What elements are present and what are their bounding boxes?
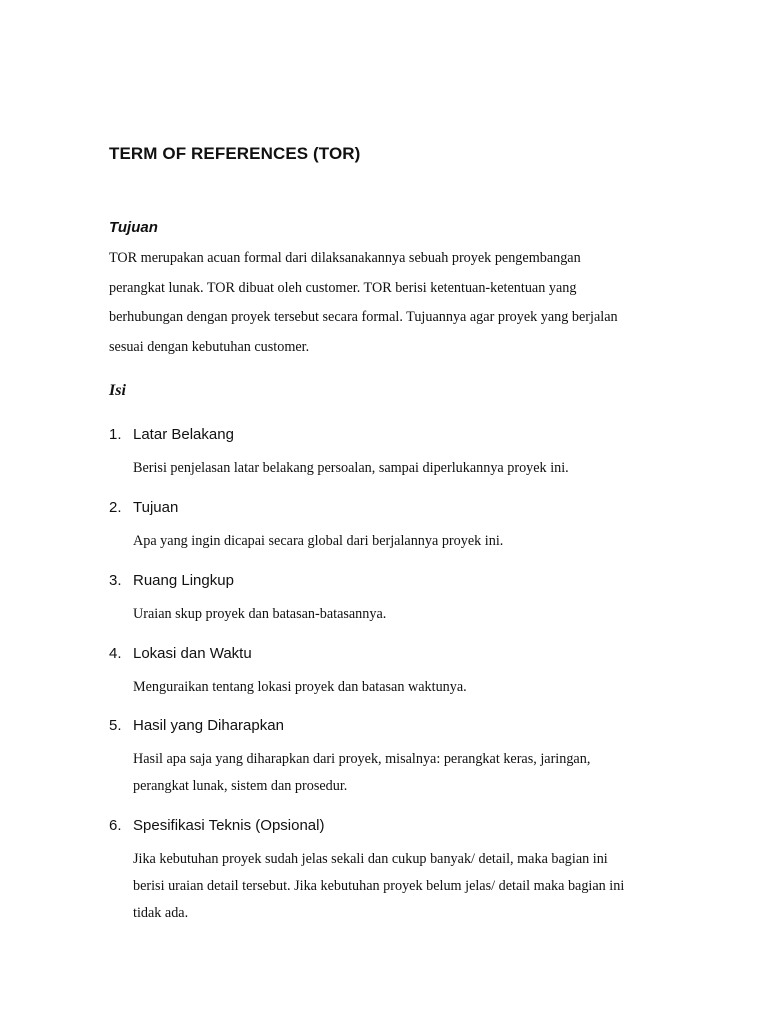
- list-item-title: Lokasi dan Waktu: [133, 645, 252, 662]
- description-line: Jika kebutuhan proyek sudah jelas sekali dan cukup banyak/ detail, maka bagian ini: [133, 851, 608, 867]
- list-item-heading: [109, 644, 709, 664]
- list-item-ruang-lingkup: [109, 571, 709, 628]
- list-item-heading: [109, 571, 709, 591]
- description-line: Menguraikan tentang lokasi proyek dan batasan waktunya.: [133, 679, 467, 695]
- list-item-number: 2.: [109, 499, 122, 516]
- purpose-line: berhubungan dengan proyek tersebut secara formal. Tujuannya agar proyek yang berjalan: [109, 309, 618, 325]
- purpose-paragraph: [109, 244, 669, 362]
- list-item-latar-belakang: [109, 425, 709, 482]
- list-item-number: 3.: [109, 572, 122, 589]
- list-item-heading: [109, 816, 709, 836]
- list-item-title: Spesifikasi Teknis (Opsional): [133, 817, 325, 834]
- list-item-tujuan: [109, 498, 709, 555]
- purpose-heading: Tujuan: [109, 219, 158, 236]
- list-item-description: [133, 601, 709, 628]
- list-item-heading: [109, 425, 709, 445]
- description-line: Uraian skup proyek dan batasan-batasannya.: [133, 606, 387, 622]
- description-line: Apa yang ingin dicapai secara global dari berjalannya proyek ini.: [133, 533, 504, 549]
- list-item-number: 5.: [109, 717, 122, 734]
- list-item-title: Ruang Lingkup: [133, 572, 234, 589]
- list-item-description: [133, 846, 709, 927]
- list-item-number: 1.: [109, 426, 122, 443]
- list-item-heading: [109, 498, 709, 518]
- description-line: berisi uraian detail tersebut. Jika kebutuhan proyek belum jelas/ detail maka bagian ini: [133, 878, 625, 894]
- list-item-description: [133, 746, 709, 800]
- list-item-description: [133, 528, 709, 555]
- description-line: perangkat lunak, sistem dan prosedur.: [133, 778, 348, 794]
- list-item-description: [133, 455, 709, 482]
- purpose-line: perangkat lunak. TOR dibuat oleh customer. TOR berisi ketentuan-ketentuan yang: [109, 279, 577, 296]
- description-line: Hasil apa saja yang diharapkan dari proyek, misalnya: perangkat keras, jaringan,: [133, 751, 591, 767]
- contents-heading: Isi: [109, 382, 126, 399]
- list-item-title: Hasil yang Diharapkan: [133, 717, 284, 734]
- list-item-description: [133, 674, 709, 701]
- purpose-line: sesuai dengan kebutuhan customer.: [109, 338, 310, 355]
- description-line: Berisi penjelasan latar belakang persoalan, sampai diperlukannya proyek ini.: [133, 460, 569, 476]
- list-item-title: Latar Belakang: [133, 426, 234, 443]
- list-item-spesifikasi-teknis: [109, 816, 709, 927]
- list-item-title: Tujuan: [133, 499, 179, 516]
- list-item-lokasi-dan-waktu: [109, 644, 709, 701]
- list-item-number: 6.: [109, 817, 122, 834]
- purpose-line: TOR merupakan acuan formal dari dilaksanakannya sebuah proyek pengembangan: [109, 250, 581, 266]
- document-title: TERM OF REFERENCES (TOR): [109, 144, 361, 163]
- list-item-hasil-yang-diharapkan: [109, 716, 709, 800]
- list-item-heading: [109, 716, 709, 736]
- description-line: tidak ada.: [133, 905, 189, 921]
- list-item-number: 4.: [109, 645, 122, 662]
